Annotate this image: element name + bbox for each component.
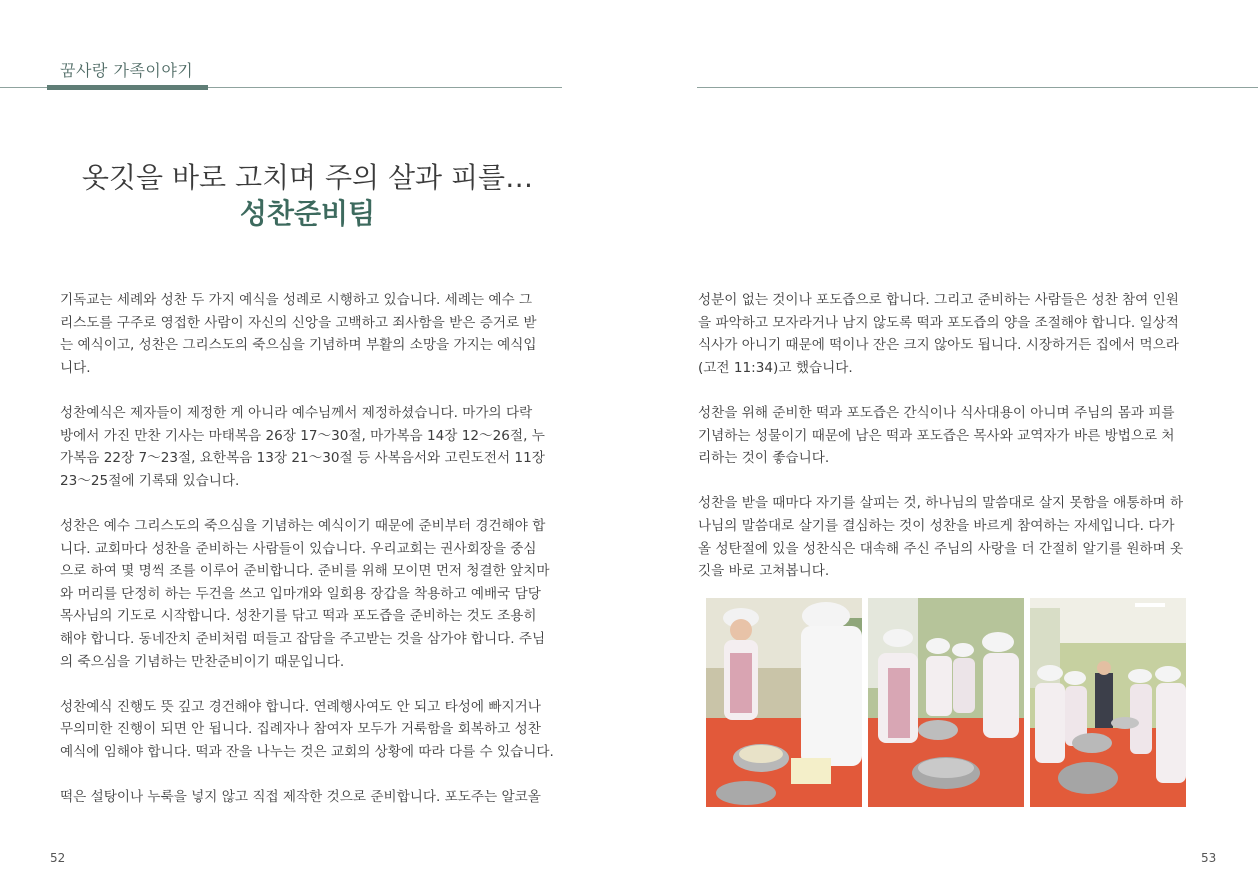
text-line: 성찬을 위해 준비한 떡과 포도즙은 간식이나 식사대용이 아니며 주님의 몸과 피를 <box>698 404 1175 421</box>
header-rule-right <box>697 87 1258 88</box>
paragraph <box>698 492 1190 582</box>
text-line: 리스도를 구주로 영접한 사람이 자신의 신앙을 고백하고 죄사함을 받은 증거로 받 <box>60 314 537 331</box>
text-line: 니다. 교회마다 성찬을 준비하는 사람들이 있습니다. 우리교회는 권사회장을 중심 <box>60 540 537 557</box>
right-column <box>698 289 1190 605</box>
page-number-left: 52 <box>50 851 66 865</box>
left-column <box>60 289 556 831</box>
article-title <box>60 160 555 232</box>
text-line: 방에서 가진 만찬 기사는 마태복음 26장 17～30절, 마가복음 14장 12～26절, 누 <box>60 427 545 444</box>
text-line: 기념하는 성물이기 때문에 남은 떡과 포도즙은 목사와 교역자가 바른 방법으로 처 <box>698 427 1175 444</box>
text-line: 성찬예식은 제자들이 제정한 게 아니라 예수님께서 제정하셨습니다. 마가의 다락 <box>60 404 533 421</box>
text-line: 목사님의 기도로 시작합니다. 성찬기를 닦고 떡과 포도즙을 준비하는 것도 조용히 <box>60 608 537 625</box>
text-line: 성찬예식 진행도 뜻 깊고 경건해야 합니다. 연례행사여도 안 되고 타성에 빠지거나 <box>60 698 541 715</box>
text-line: 해야 합니다. 동네잔치 준비처럼 떠들고 잡담을 주고받는 것을 삼가야 합니다. 주님 <box>60 630 546 647</box>
title-line1: 옷깃을 바로 고치며 주의 살과 피를… <box>81 161 534 194</box>
text-line: 성분이 없는 것이나 포도즙으로 합니다. 그리고 준비하는 사람들은 성찬 참여 인원 <box>698 292 1179 308</box>
text-line: 올 성탄절에 있을 성찬식은 대속해 주신 주님의 사랑을 더 간절히 알기를 원하며 옷 <box>698 540 1184 557</box>
photo-communion-trays <box>1030 598 1186 807</box>
photo-preparing-bread <box>706 598 862 807</box>
text-line: 을 파악하고 모자라거나 남지 않도록 떡과 포도즙의 양을 조절해야 합니다. 일상적 <box>698 314 1179 331</box>
text-line: 성찬을 받을 때마다 자기를 살피는 것, 하나님의 말씀대로 살지 못함을 애통하며 하 <box>698 495 1184 512</box>
text-line: 의 죽으심을 기념하는 만찬준비이기 때문입니다. <box>60 653 345 670</box>
paragraph <box>60 696 556 764</box>
title-line2: 성찬준비팀 <box>239 197 376 230</box>
section-label: 꿈사랑 가족이야기 <box>60 61 194 80</box>
header-rule-accent <box>47 85 208 90</box>
text-line: 식사가 아니기 때문에 떡이나 잔은 크지 않아도 됩니다. 시장하거든 집에서 먹으라 <box>698 337 1179 354</box>
text-line: 성찬은 예수 그리스도의 죽으심을 기념하는 예식이기 때문에 준비부터 경건해야 합 <box>60 517 546 534</box>
text-line: 와 머리를 단정히 하는 두건을 쓰고 입마개와 일회용 장갑을 착용하고 예배국 담당 <box>60 585 541 602</box>
text-line: 는 예식이고, 성찬은 그리스도의 죽으심을 기념하며 부활의 소망을 가지는 예식입 <box>60 337 537 354</box>
text-line: 떡은 설탕이나 누룩을 넣지 않고 직접 제작한 것으로 준비합니다. 포도주는 알코올 <box>60 789 541 806</box>
paragraph <box>60 786 556 809</box>
text-line: 깃을 바로 고쳐봅니다. <box>698 563 830 580</box>
text-line: 리하는 것이 좋습니다. <box>698 450 830 467</box>
paragraph <box>60 515 556 673</box>
text-line: 나님의 말씀대로 살기를 결심하는 것이 성찬을 바르게 참여하는 자세입니다. 다가 <box>698 517 1175 534</box>
photo-team-at-table <box>868 598 1024 807</box>
text-line: 니다. <box>60 359 91 376</box>
paragraph <box>60 289 556 379</box>
paragraph <box>698 289 1190 379</box>
text-line: 가복음 22장 7～23절, 요한복음 13장 21～30절 등 사복음서와 고린도전서 11장 <box>60 450 545 467</box>
text-line: 무의미한 진행이 되면 안 됩니다. 집례자나 참여자 모두가 거룩함을 회복하고 성찬 <box>60 721 541 738</box>
page-number-right: 53 <box>1201 851 1217 865</box>
paragraph <box>60 402 556 492</box>
text-line: 으로 하여 몇 명씩 조를 이루어 준비합니다. 준비를 위해 모이면 먼저 청결한 앞치마 <box>60 563 550 580</box>
text-line: 예식에 임해야 합니다. 떡과 잔을 나누는 것은 교회의 상황에 따라 다를 수 있습니다. <box>60 743 554 760</box>
paragraph <box>698 402 1190 470</box>
text-line: 23～25절에 기록돼 있습니다. <box>60 472 240 489</box>
text-line: 기독교는 세례와 성찬 두 가지 예식을 성례로 시행하고 있습니다. 세례는 예수 그 <box>60 292 533 308</box>
text-line: (고전 11:34)고 했습니다. <box>698 359 853 376</box>
